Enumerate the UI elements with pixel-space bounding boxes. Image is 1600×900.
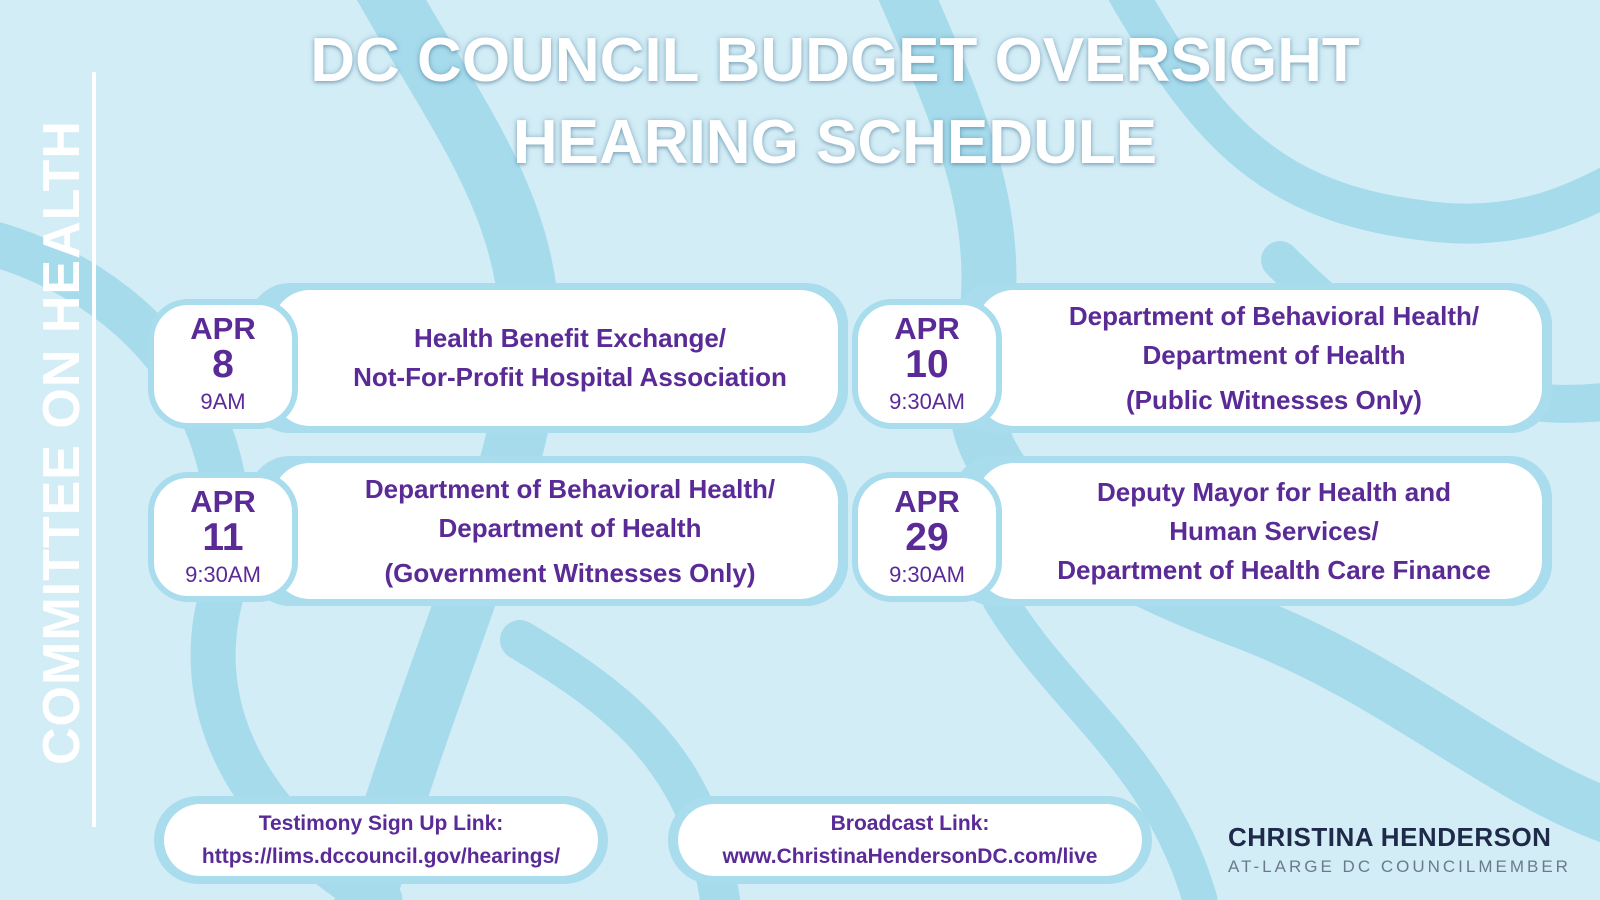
date-day: 8	[212, 342, 234, 386]
date-month: APR	[894, 310, 960, 346]
date-badge	[148, 299, 298, 429]
date-time: 9:30AM	[889, 388, 965, 414]
witness-note: (Government Witnesses Only)	[384, 557, 756, 588]
testimony-link[interactable]: https://lims.dccouncil.gov/hearings/	[201, 845, 561, 868]
title-line-2: HEARING SCHEDULE	[512, 108, 1158, 177]
hearing-topic: Deputy Mayor for Health and Human Services/ Department of Health Care Finance	[976, 463, 1542, 599]
date-day: 29	[905, 515, 949, 559]
side-divider	[92, 72, 96, 827]
date-badge	[852, 472, 1002, 602]
title-line-1: DC COUNCIL BUDGET OVERSIGHT	[310, 26, 1360, 95]
date-month: APR	[190, 483, 256, 519]
date-month: APR	[190, 310, 256, 346]
date-badge	[148, 472, 298, 602]
hearing-card-apr-10	[852, 283, 1552, 433]
page-title	[200, 20, 1470, 184]
broadcast-link-pill	[668, 796, 1152, 884]
hearing-topic: Department of Behavioral Health/ Department of Health (Public Witnesses Only)	[976, 290, 1542, 426]
hearing-card-apr-11	[148, 456, 848, 606]
date-time: 9:30AM	[889, 561, 965, 587]
hearing-topic: Health Benefit Exchange/ Not-For-Profit Hospital Association	[272, 290, 838, 426]
committee-vertical-title: COMMITTEE ON HEALTH	[33, 120, 91, 765]
brand-logo	[1228, 822, 1573, 877]
date-day: 11	[202, 515, 244, 559]
witness-note: (Public Witnesses Only)	[1126, 384, 1422, 415]
hearing-card-apr-29	[852, 456, 1552, 606]
date-badge	[852, 299, 1002, 429]
broadcast-link[interactable]: www.ChristinaHendersonDC.com/live	[722, 845, 1098, 868]
testimony-label: Testimony Sign Up Link:	[258, 812, 504, 835]
hearing-card-apr-8	[148, 283, 848, 433]
testimony-link-pill	[154, 796, 608, 884]
date-month: APR	[894, 483, 960, 519]
date-time: 9:30AM	[185, 561, 261, 587]
broadcast-label: Broadcast Link:	[830, 812, 990, 835]
date-day: 10	[905, 342, 949, 386]
brand-role: AT-LARGE DC COUNCILMEMBER	[1228, 857, 1571, 876]
hearing-topic: Department of Behavioral Health/ Department of Health (Government Witnesses Only)	[272, 463, 838, 599]
brand-name: CHRISTINA HENDERSON	[1228, 822, 1552, 852]
date-time: 9AM	[200, 388, 246, 414]
